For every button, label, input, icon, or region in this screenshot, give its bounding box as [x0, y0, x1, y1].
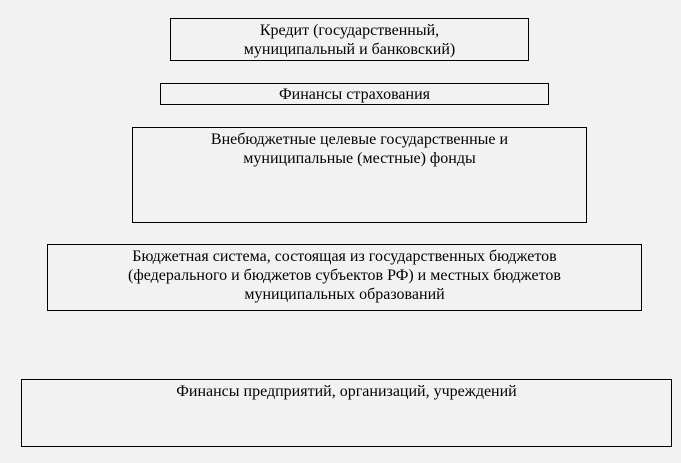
enterprise-finance-box: Финансы предприятий, организаций, учреждений	[21, 379, 672, 447]
budget-system-box: Бюджетная система, состоящая из государственных бюджетов (федерального и бюджетов субъектов РФ) и местных бюджетов муниципальных образований	[47, 244, 642, 311]
insurance-finance-box: Финансы страхования	[160, 83, 549, 105]
credit-box: Кредит (государственный, муниципальный и банковский)	[170, 18, 529, 61]
extra-budget-funds-box: Внебюджетные целевые государственные и муниципальные (местные) фонды	[132, 127, 587, 223]
